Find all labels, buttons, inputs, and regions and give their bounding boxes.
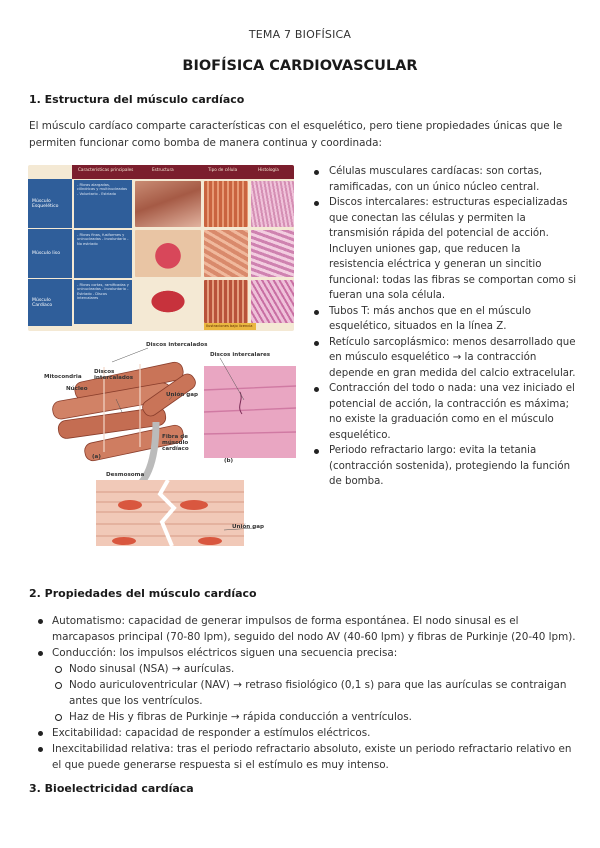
list-item: Discos intercalares: estructuras especializadas que conectan las células y permiten la transmisión rápida del potencial de acción. Incluyen uniones gap, que reducen la resistencia eléctrica y generan un sincitio funcional: todas las fibras se comportan como si fueran una sola célula. xyxy=(313,195,577,304)
table-row-text-cardiaco: - Fibras cortas, ramificadas y uninucleadas - Involuntario - Estriado - Discos intercalares xyxy=(74,280,132,324)
label-discos-intercalados-left: Discos intercalados xyxy=(94,369,134,381)
table-col-estructura: Estructura xyxy=(152,167,174,172)
label-union-gap-bottom: Unión gap xyxy=(232,524,264,530)
heart-illustration xyxy=(135,280,201,323)
label-desmosoma: Desmosoma xyxy=(106,472,145,478)
sub-list-item: Nodo sinusal (NSA) → aurículas. xyxy=(54,661,577,677)
section-2-heading: 2. Propiedades del músculo cardíaco xyxy=(29,587,257,600)
skeletal-histology-image xyxy=(251,181,294,227)
sub-list-item: Haz de His y fibras de Purkinje → rápida conducción a ventrículos. xyxy=(54,709,577,725)
list-item: Tubos T: más anchos que en el músculo esquelético, situados en la línea Z. xyxy=(313,304,577,335)
table-row-label-cardiaco: Músculo Cardíaco xyxy=(28,279,72,327)
muscle-types-table-figure xyxy=(28,165,294,331)
table-row-text-esqueletico: - Fibras alargadas, cilíndricas y multinucleadas - Voluntario - Estriado xyxy=(74,180,132,228)
label-discos-intercalares-right: Discos intercalares xyxy=(210,352,271,358)
sub-list-item: Nodo auriculoventricular (NAV) → retraso fisiológico (0,1 s) para que las aurículas se contraigan antes que los ventrículos. xyxy=(54,677,577,709)
table-row-label-liso: Músculo liso xyxy=(28,229,72,279)
list-item-conduccion xyxy=(37,645,577,725)
properties-list xyxy=(37,613,577,773)
table-col-tipo-celula: Tipo de célula xyxy=(208,167,238,172)
cardiac-histology-image xyxy=(251,280,294,323)
table-header-bar xyxy=(72,165,294,179)
intercalated-discs-diagram xyxy=(44,342,300,552)
cardiac-cell-illustration xyxy=(204,280,248,323)
document-title: BIOFÍSICA CARDIOVASCULAR xyxy=(182,58,418,74)
label-panel-a: (a) xyxy=(92,454,101,460)
smooth-cell-illustration xyxy=(204,230,248,277)
table-col-caracteristicas: Características principales xyxy=(78,167,134,172)
list-item: Contracción del todo o nada: una vez iniciado el potencial de acción, la contracción es máxima; no existe la graduación como en el músculo esquelético. xyxy=(313,381,577,443)
table-col-histologia: Histología xyxy=(258,167,279,172)
license-tag: Ilustraciones bajo licencia xyxy=(204,323,256,330)
table-row-text-liso: - Fibras finas, fusiformes y uninucleadas - Involuntario - No estriado xyxy=(74,230,132,278)
label-panel-b: (b) xyxy=(224,458,234,464)
section-1-intro: El músculo cardíaco comparte características con el esquelético, pero tiene propiedades únicas que le permiten funcionar como bomba de manera continua y coordinada: xyxy=(29,120,563,149)
list-item-automatismo: Automatismo: capacidad de generar impulsos de forma espontánea. El nodo sinusal es el marcapasos principal (70-80 lpm), seguido del nodo AV (40-60 lpm) y fibras de Purkinje (20-40 lpm). xyxy=(37,613,577,645)
skeletal-cell-illustration xyxy=(204,181,248,227)
label-mitocondria: Mitocondria xyxy=(44,374,82,380)
label-union-gap: Unión gap xyxy=(166,392,198,398)
section-3-heading: 3. Bioelectricidad cardíaca xyxy=(29,782,194,795)
document-header: TEMA 7 BIOFÍSICA xyxy=(248,28,352,41)
list-item-inexcitabilidad: Inexcitabilidad relativa: tras el periodo refractario absoluto, existe un periodo refractario relativo en el que puede generarse respuesta si el estímulo es muy intenso. xyxy=(37,741,577,773)
list-item: Periodo refractario largo: evita la tetania (contracción sostenida), protegiendo la función de bomba. xyxy=(313,443,577,490)
table-row-label-esqueletico: Músculo Esquelético xyxy=(28,179,72,229)
section-1-heading: 1. Estructura del músculo cardíaco xyxy=(29,93,245,106)
smooth-histology-image xyxy=(251,230,294,277)
list-item-excitabilidad: Excitabilidad: capacidad de responder a estímulos eléctricos. xyxy=(37,725,577,741)
label-discos-intercalados-top: Discos intercalados xyxy=(146,342,208,348)
smooth-muscle-illustration xyxy=(135,230,201,277)
label-fibra-cardiaco: Fibra de músculo cardíaco xyxy=(162,434,189,452)
structure-bullet-list xyxy=(313,164,577,490)
skeletal-muscle-illustration xyxy=(135,181,201,227)
conduccion-text: Conducción: los impulsos eléctricos siguen una secuencia precisa: xyxy=(52,647,398,659)
list-item: Retículo sarcoplásmico: menos desarrollado que en músculo esquelético → la contracción depende en gran medida del calcio extracelular. xyxy=(313,335,577,382)
conduction-sequence-list xyxy=(54,661,577,725)
label-nucleo: Núcleo xyxy=(66,386,88,392)
list-item: Células musculares cardíacas: son cortas, ramificadas, con un único núcleo central. xyxy=(313,164,577,195)
